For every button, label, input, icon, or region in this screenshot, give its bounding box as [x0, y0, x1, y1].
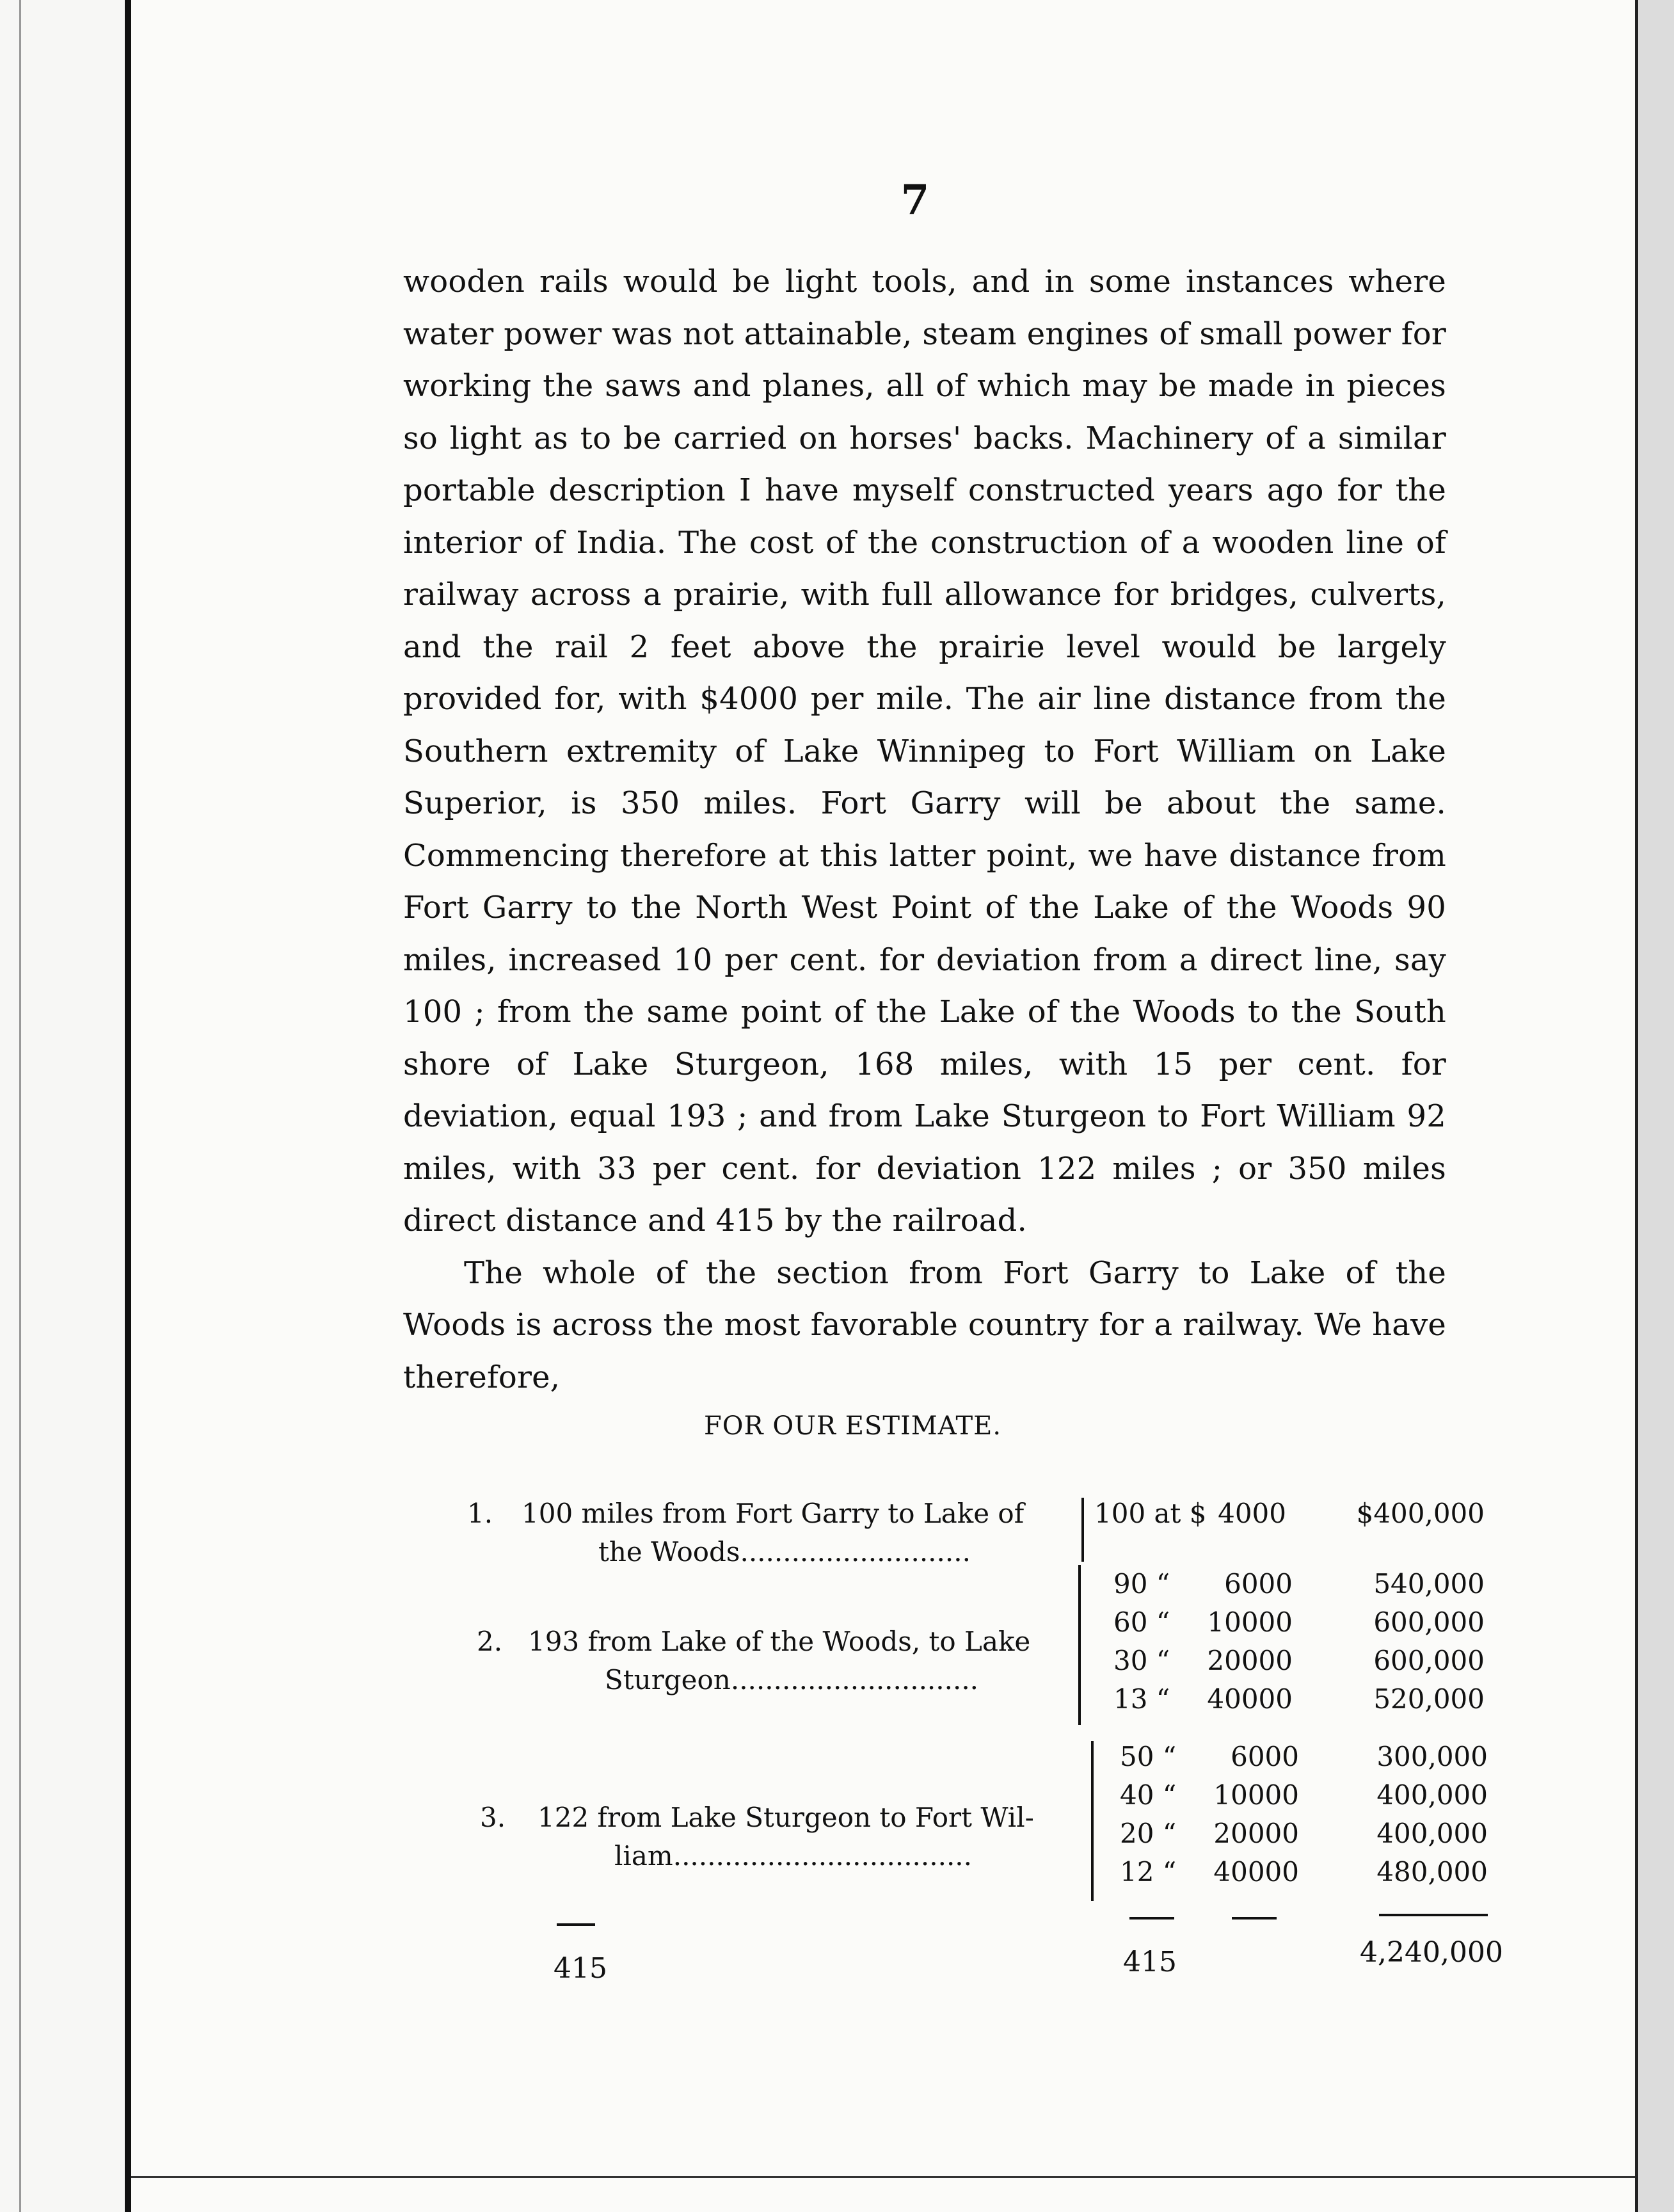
section-2-row-3-miles: 30 “: [1113, 1645, 1170, 1676]
book-gutter: [125, 0, 131, 2212]
section-2-row-4-amount: 520,000: [1373, 1683, 1485, 1715]
section-2-number: 2.: [477, 1626, 503, 1657]
section-3-row-1-amount: 300,000: [1376, 1741, 1488, 1772]
section-3-row-3-amount: 400,000: [1376, 1818, 1488, 1849]
section-1-brace: [1081, 1498, 1084, 1562]
total-amount: 4,240,000: [1360, 1936, 1503, 1969]
section-3-row-4-miles: 12 “: [1120, 1856, 1177, 1887]
section-1-row-1-amount: $400,000: [1356, 1498, 1485, 1529]
total-rule-miles: [1129, 1917, 1174, 1919]
section-1-desc-line2: the Woods...........................: [598, 1536, 971, 1567]
section-2-desc-line1: 193 from Lake of the Woods, to Lake: [528, 1626, 1031, 1657]
section-2-row-3-rate: 20000: [1207, 1645, 1293, 1676]
scanner-margin: [1638, 0, 1674, 2212]
section-3-row-2-rate: 10000: [1213, 1779, 1299, 1811]
left-page-edge: [19, 0, 21, 2212]
total-rule-left: [557, 1923, 595, 1926]
section-3-desc-line1: 122 from Lake Sturgeon to Fort Wil-: [538, 1802, 1034, 1833]
section-3-number: 3.: [480, 1802, 506, 1833]
section-3-row-4-amount: 480,000: [1376, 1856, 1488, 1887]
section-2-row-2-miles: 60 “: [1113, 1607, 1170, 1638]
section-3-row-2-amount: 400,000: [1376, 1779, 1488, 1811]
section-3-description: [538, 1799, 1088, 1875]
section-2-row-3-amount: 600,000: [1373, 1645, 1485, 1676]
section-3-row-1-miles: 50 “: [1120, 1741, 1177, 1772]
section-1-number: 1.: [467, 1498, 493, 1529]
section-1-row-1-miles: 100 at $: [1094, 1498, 1207, 1529]
section-2-row-2-amount: 600,000: [1373, 1607, 1485, 1638]
section-1-row-1-rate: 4000: [1218, 1498, 1286, 1529]
total-left-miles: 415: [554, 1952, 607, 1985]
section-2-brace: [1078, 1565, 1081, 1725]
section-2-row-4-rate: 40000: [1207, 1683, 1293, 1715]
section-3-row-2-miles: 40 “: [1120, 1779, 1177, 1811]
section-2-row-1-miles: 90 “: [1113, 1568, 1170, 1599]
body-text: [403, 256, 1446, 1404]
section-1-description: [522, 1495, 1072, 1571]
section-3-row-3-miles: 20 “: [1120, 1818, 1177, 1849]
total-rule-rate: [1232, 1917, 1277, 1919]
total-rule-amount: [1379, 1914, 1488, 1916]
section-2-desc-line2: Sturgeon.............................: [605, 1664, 979, 1695]
section-2-row-1-rate: 6000: [1224, 1568, 1293, 1599]
page-number: 7: [900, 176, 930, 224]
section-3-brace: [1091, 1741, 1094, 1901]
section-3-row-3-rate: 20000: [1213, 1818, 1299, 1849]
estimate-title: FOR OUR ESTIMATE.: [704, 1411, 1002, 1441]
section-3-row-1-rate: 6000: [1231, 1741, 1299, 1772]
paragraph-2: The whole of the section from Fort Garry to Lake of the Woods is across the most favorable country for a railway. We have therefore,: [403, 1254, 1446, 1395]
page-bottom-edge: [131, 2176, 1635, 2178]
section-2-row-4-miles: 13 “: [1113, 1683, 1170, 1715]
section-3-desc-line2: liam...................................: [614, 1840, 973, 1871]
section-1-desc-line1: 100 miles from Fort Garry to Lake of: [522, 1498, 1024, 1529]
paragraph-1: wooden rails would be light tools, and in some instances where water power was not attainable, steam engines of small power for working the saws and planes, all of which may be made in pieces so light as to be carried on horses' backs. Machinery of a similar portable description I have myself constructed years ago for the interior of India. The cost of the construction of a wooden line of railway across a prairie, with full allowance for bridges, culverts, and the rail 2 feet above the prairie level would be largely provided for, with $4000 per mile. The air line distance from the Southern extremity of Lake Winnipeg to Fort William on Lake Superior, is 350 miles. Fort Garry will be about the same. Commencing therefore at this latter point, we have distance from Fort Garry to the North West Point of the Lake of the Woods 90 miles, increased 10 per cent. for deviation from a direct line, say 100 ; from the same point of the Lake of the Woods to the South shore of Lake Sturgeon, 168 miles, with 15 per cent. for deviation, equal 193 ; and from Lake Sturgeon to Fort William 92 miles, with 33 per cent. for deviation 122 miles ; or 350 miles direct distance and 415 by the railroad.: [403, 264, 1446, 1238]
section-2-description: [528, 1623, 1078, 1699]
section-2-row-2-rate: 10000: [1207, 1607, 1293, 1638]
section-2-row-1-amount: 540,000: [1373, 1568, 1485, 1599]
section-3-row-4-rate: 40000: [1213, 1856, 1299, 1887]
total-miles: 415: [1123, 1946, 1177, 1978]
